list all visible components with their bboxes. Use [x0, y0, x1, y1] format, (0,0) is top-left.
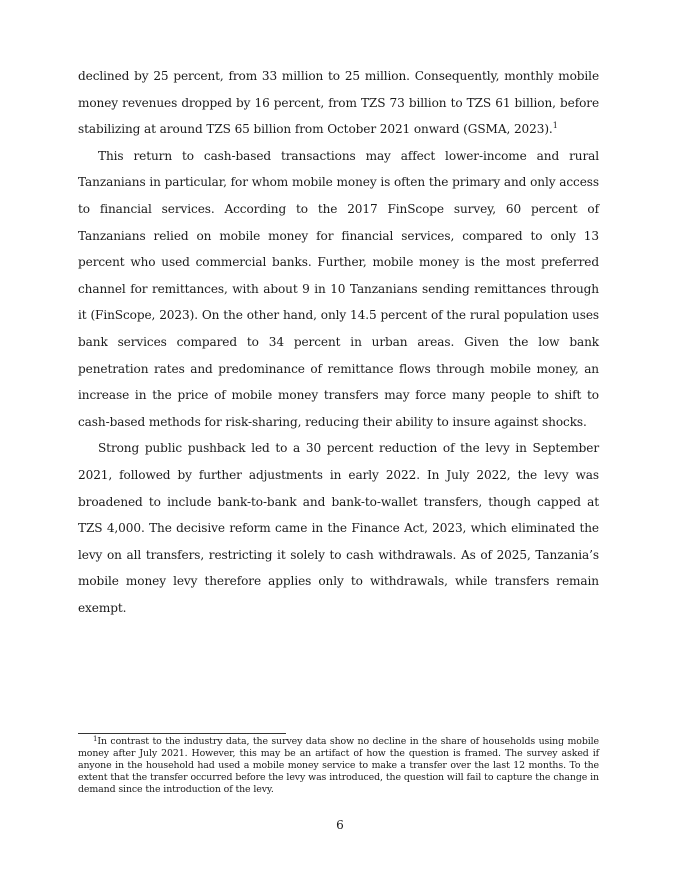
footnote-marker: 1 — [93, 735, 98, 743]
paragraph-3: Strong public pushback led to a 30 percent reduction of the levy in September 2021, followed by further adjustments in early 2022. In July 2022, the levy was broadened to include bank-to-bank and bank-to-wallet transfers, though capped at TZS 4,000. The decisive reform came in the Finance Act, 2023, which eliminated the levy on all transfers, restricting it solely to cash withdrawals. As of 2025, Tanzania’s mobile money levy therefore applies only to withdrawals, while transfers remain exempt. — [78, 441, 599, 615]
footnote-reference-1[interactable]: 1 — [552, 121, 558, 131]
paragraph-1-text: declined by 25 percent, from 33 million to 25 million. Consequently, monthly mobile money revenues dropped by 16 percent, from TZS 73 billion to TZS 61 billion, before stabilizing at around TZS 65 billion from October 2021 onward (GSMA, 2023). — [78, 69, 599, 137]
footnote-divider — [78, 733, 286, 734]
body-text — [78, 63, 599, 621]
paragraph-2: This return to cash-based transactions may affect lower-income and rural Tanzanians in particular, for whom mobile money is often the primary and only access to financial services. According to the 2017 FinScope survey, 60 percent of Tanzanians relied on mobile money for financial services, compared to only 13 percent who used commercial banks. Further, mobile money is the most preferred channel for remittances, with about 9 in 10 Tanzanians sending remittances through it (FinScope, 2023). On the other hand, only 14.5 percent of the rural population uses bank services compared to 34 percent in urban areas. Given the low bank penetration rates and predominance of remittance flows through mobile money, an increase in the price of mobile money transfers may force many people to shift to cash-based methods for risk-sharing, reducing their ability to insure against shocks. — [78, 148, 599, 429]
page-number: 6 — [336, 818, 344, 832]
footnote-1 — [78, 736, 599, 796]
paragraph-1 — [78, 63, 599, 143]
footnote-text: In contrast to the industry data, the survey data show no decline in the share of households using mobile money after July 2021. However, this may be an artifact of how the question is framed. The survey asked if anyone in the household had used a mobile money service to make a transfer over the last 12 months. To the extent that the transfer occurred before the levy was introduced, the question will fail to capture the change in demand since the introduction of the levy. — [78, 736, 599, 796]
